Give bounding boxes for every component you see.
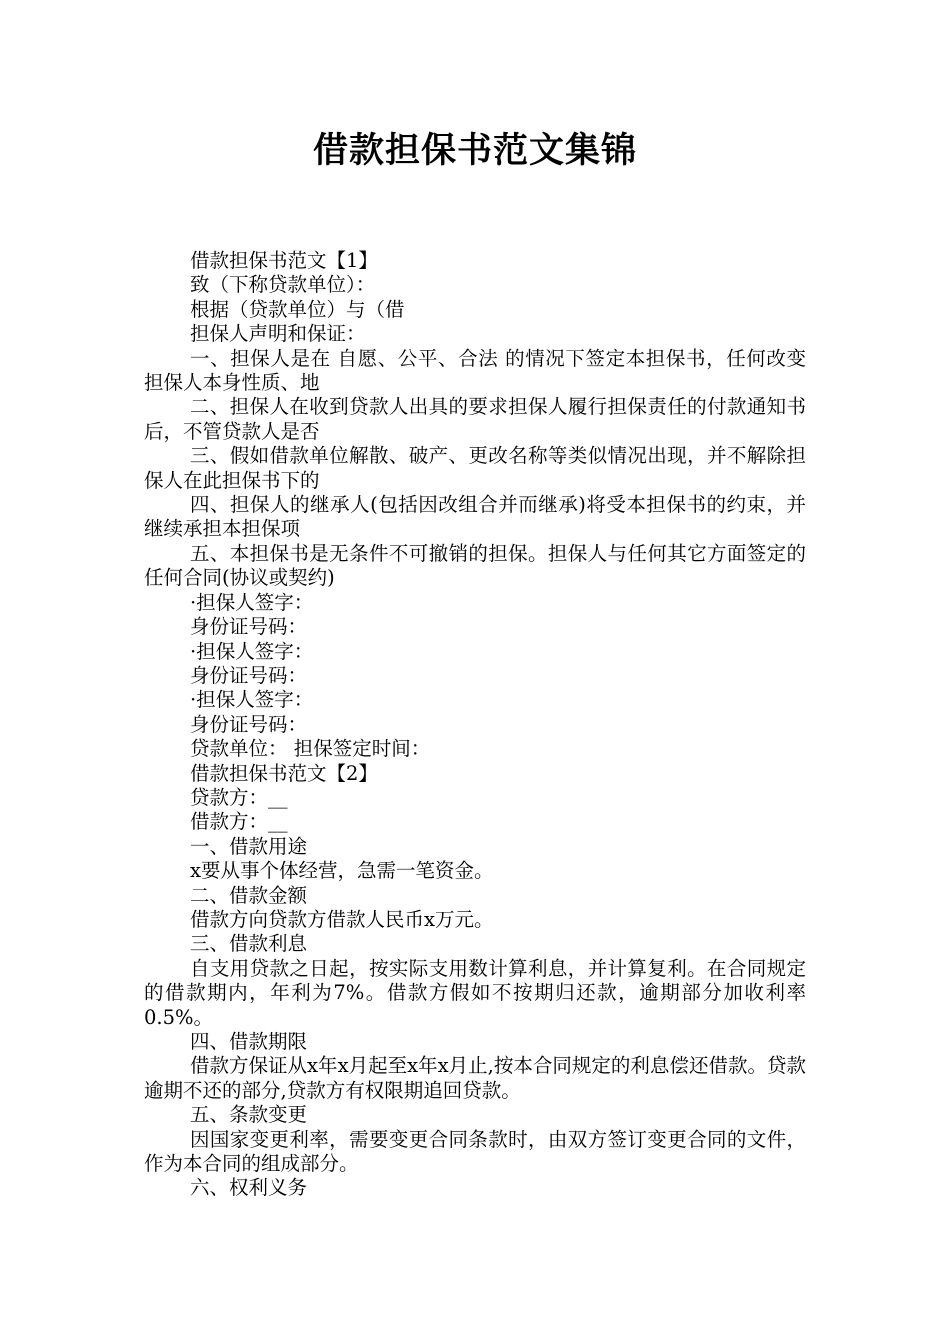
clause-heading: 五、条款变更: [190, 1103, 308, 1127]
lender-line: 贷款方：__: [190, 785, 288, 809]
id-number-line: 身份证号码：: [190, 712, 308, 736]
paragraph: 借款方向贷款方借款人民币x万元。: [190, 907, 494, 931]
clause-heading: 一、借款用途: [190, 834, 308, 858]
paragraph: x要从事个体经营，急需一笔资金。: [190, 859, 494, 883]
paragraph: 借款方保证从x年x月起至x年x月止,按本合同规定的利息偿还借款。贷款逾期不还的部分,贷款方有权限期追回贷款。: [144, 1054, 806, 1102]
lender-date-line: 贷款单位： 担保签定时间：: [190, 737, 431, 761]
signature-line: ·担保人签字：: [190, 639, 314, 663]
paragraph-section-heading: 借款担保书范文【1】: [190, 249, 378, 272]
paragraph: 一、担保人是在 自愿、公平、合法 的情况下签定本担保书，任何改变担保人本身性质、地: [144, 346, 806, 395]
paragraph: 四、担保人的继承人(包括因改组合并而继承)将受本担保书的约束，并继续承担本担保项: [144, 493, 806, 541]
paragraph: 因国家变更利率，需要变更合同条款时，由双方签订变更合同的文件，作为本合同的组成部分。: [144, 1127, 806, 1176]
clause-heading: 二、借款金额: [190, 883, 308, 907]
paragraph: 担保人声明和保证：: [190, 322, 366, 346]
id-number-line: 身份证号码：: [190, 615, 308, 639]
document-body: [144, 249, 806, 1201]
id-number-line: 身份证号码：: [190, 663, 308, 687]
paragraph: 二、担保人在收到贷款人出具的要求担保人履行担保责任的付款通知书后，不管贷款人是否: [144, 395, 806, 443]
clause-heading: 六、权利义务: [190, 1176, 308, 1200]
clause-heading: 四、借款期限: [190, 1030, 308, 1053]
signature-line: ·担保人签字：: [190, 590, 314, 614]
paragraph-section-heading: 借款担保书范文【2】: [190, 761, 378, 785]
document-title: 借款担保书范文集锦: [312, 131, 637, 171]
paragraph: 五、本担保书是无条件不可撤销的担保。担保人与任何其它方面签定的任何合同(协议或契约): [144, 541, 806, 590]
paragraph: 三、假如借款单位解散、破产、更改名称等类似情况出现，并不解除担保人在此担保书下的: [144, 444, 806, 492]
signature-line: ·担保人签字：: [190, 688, 314, 712]
paragraph-addressee: 致（下称贷款单位）：: [190, 273, 376, 297]
paragraph: 自支用贷款之日起，按实际支用数计算利息，并计算复利。在合同规定的借款期内，年利为7%。借款方假如不按期归还款，逾期部分加收利率0.5%。: [144, 956, 806, 1029]
borrower-line: 借款方：__: [190, 810, 288, 834]
clause-heading: 三、借款利息: [190, 932, 308, 956]
paragraph: 根据（贷款单位）与（借: [190, 297, 405, 321]
